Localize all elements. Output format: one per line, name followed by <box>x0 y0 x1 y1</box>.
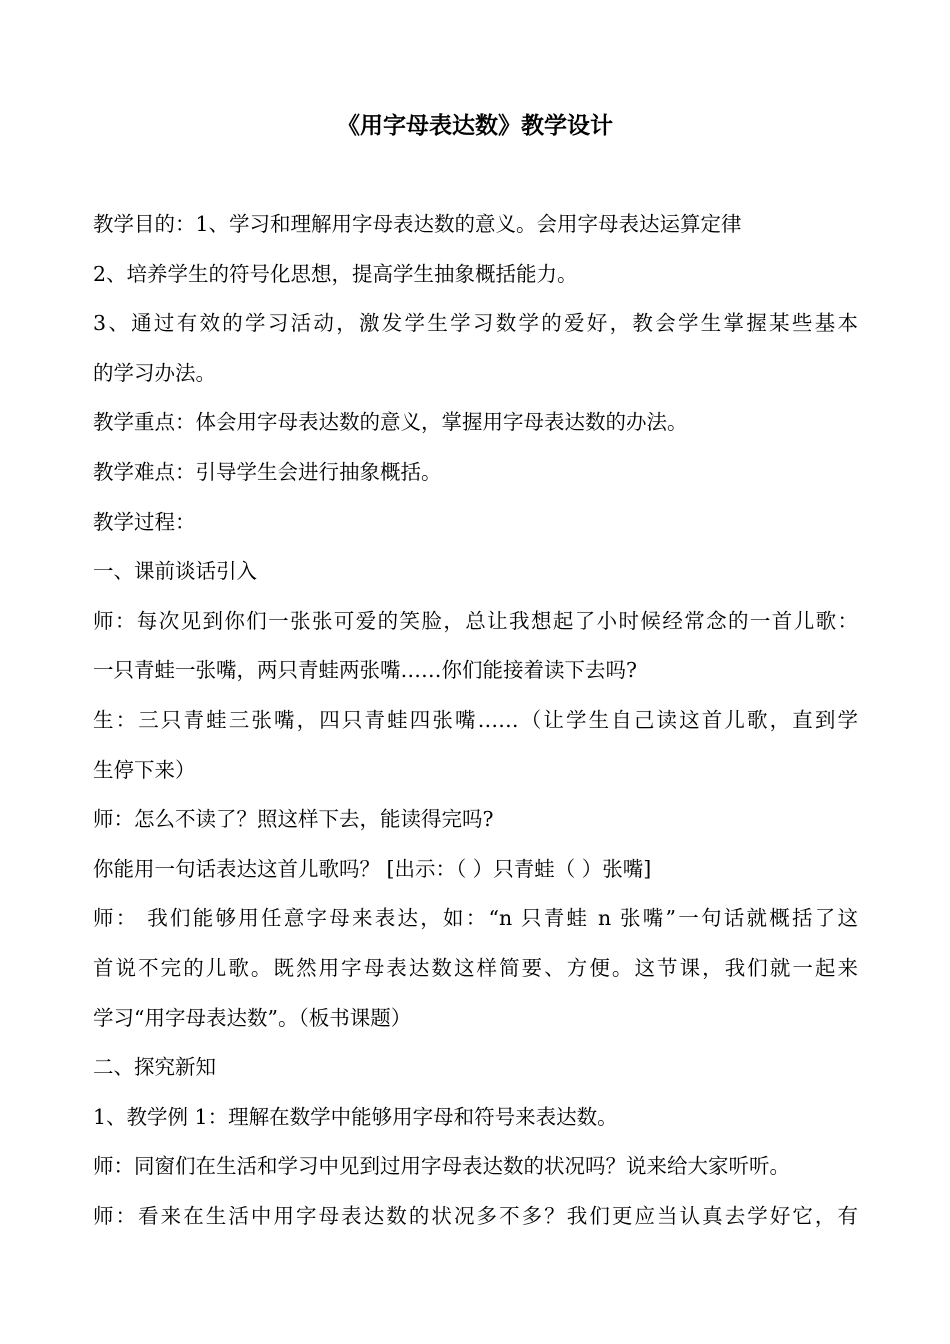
objective-line-1: 教学目的：1、学习和理解用字母表达数的意义。会用字母表达运算定律 <box>93 212 742 236</box>
teacher-line-4: 师：同窗们在生活和学习中见到过用字母表达数的状况吗？说来给大家听听。 <box>93 1154 790 1179</box>
teacher-line-2: 师：怎么不读了？照这样下去，能读得完吗? <box>93 807 494 832</box>
teacher-line-3-continued: 首说不完的儿歌。既然用字母表达数这样简要、方便。这节课，我们就一起来 <box>93 955 858 980</box>
teacher-line-1-continued: 一只青蛙一张嘴，两只青蛙两张嘴……你们能接着读下去吗? <box>93 658 637 683</box>
objective-line-3: 3、通过有效的学习活动，激发学生学习数学的爱好，教会学生掌握某些基本 <box>93 311 858 336</box>
teacher-line-3: 师： 我们能够用任意字母来表达，如：“n 只青蛙 n 张嘴”一句话就概括了这 <box>93 906 858 931</box>
objective-line-2: 2、培养学生的符号化思想，提高学生抽象概括能力。 <box>93 261 578 286</box>
difficulty-line: 教学难点：引导学生会进行抽象概括。 <box>93 459 442 484</box>
teacher-line-1: 师：每次见到你们一张张可爱的笑脸，总让我想起了小时候经常念的一首儿歌： <box>93 608 858 633</box>
teacher-line-3-end: 学习“用字母表达数”。（板书课题） <box>93 1005 412 1030</box>
example-one-line: 1、教学例 1：理解在数学中能够用字母和符号来表达数。 <box>93 1104 618 1129</box>
document-title: 《用字母表达数》教学设计 <box>337 112 613 139</box>
objective-line-3-continued: 的学习办法。 <box>93 360 216 385</box>
teacher-line-5: 师：看来在生活中用字母表达数的状况多不多？我们更应当认真去学好它，有 <box>93 1203 858 1228</box>
process-heading: 教学过程： <box>93 509 196 534</box>
key-point-line: 教学重点：体会用字母表达数的意义，掌握用字母表达数的办法。 <box>93 410 688 435</box>
student-line-continued: 生停下来） <box>93 757 196 782</box>
student-line: 生：三只青蛙三张嘴，四只青蛙四张嘴……（让学生自己读这首儿歌，直到学 <box>93 707 858 732</box>
section-two-heading: 二、探究新知 <box>93 1055 216 1080</box>
prompt-line: 你能用一句话表达这首儿歌吗？ [出示：（ ）只青蛙（ ）张嘴] <box>93 856 652 881</box>
section-one-heading: 一、课前谈话引入 <box>93 559 257 584</box>
document-body <box>93 200 858 1241</box>
